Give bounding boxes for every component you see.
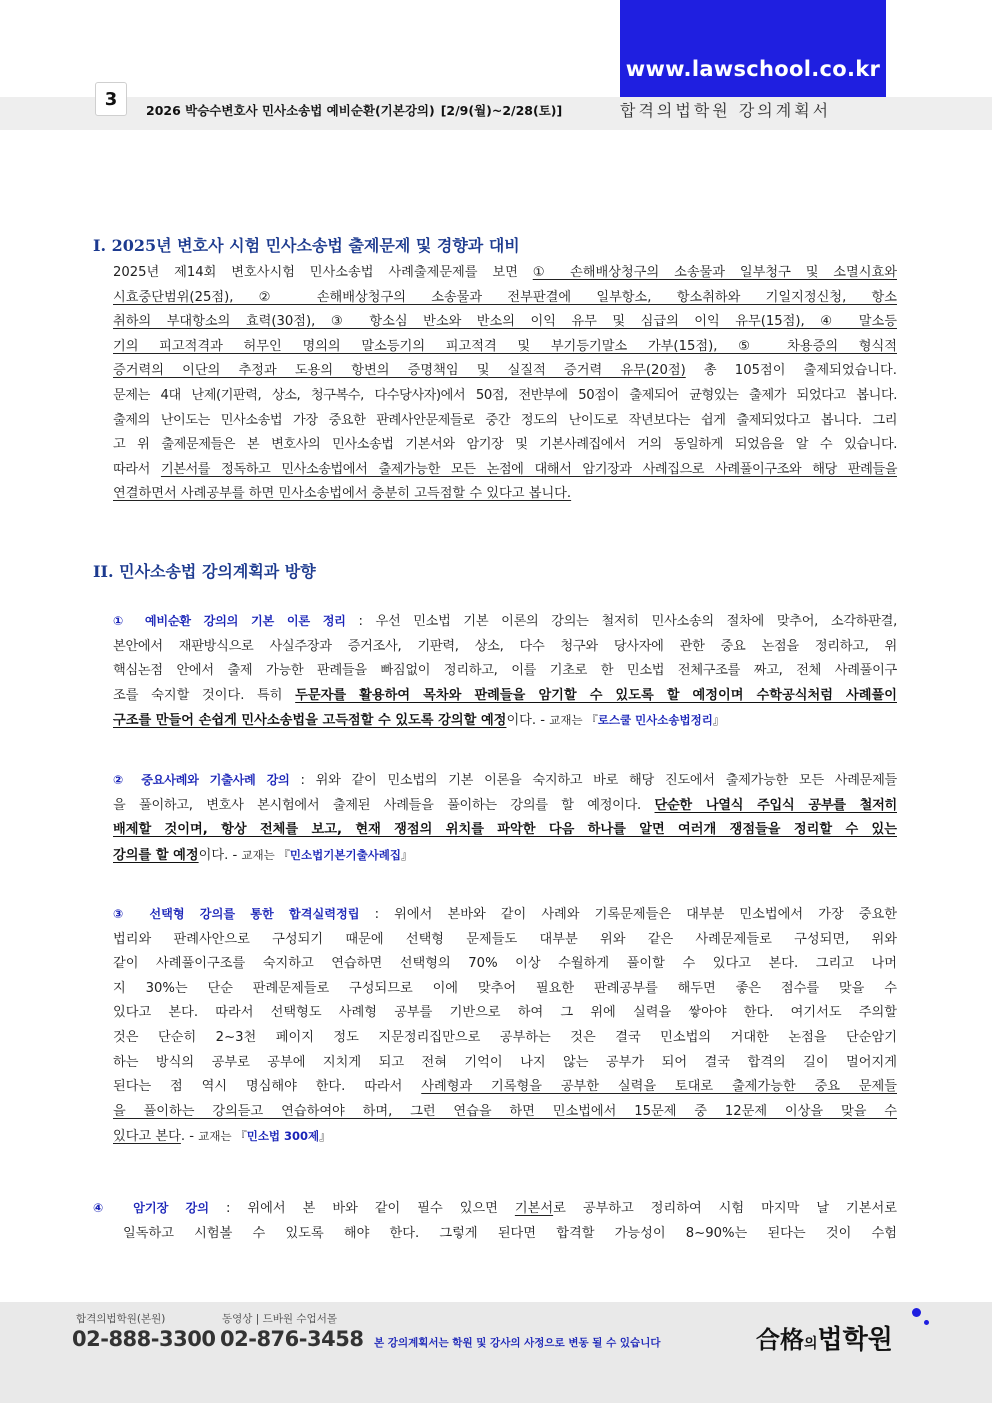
item-3-line: 을 풀이하는 강의듣고 연습하여야 하며, 그런 연습을 하면 민소법에서 15문제 중 12문제 이상을 맞을 수 xyxy=(113,1103,897,1119)
item-3-heading: ③ 선택형 강의를 통한 합격실력정립 xyxy=(113,907,360,921)
item-4-text: : 위에서 본 바와 같이 필수 있으면 xyxy=(209,1201,515,1216)
textbook-suffix: 』 xyxy=(401,847,413,862)
item-1-line xyxy=(113,684,897,709)
item-1-text: : 우선 민소법 기본 이론의 강의는 철저히 민사소송의 절차에 맞추어, 소각하판결, xyxy=(345,614,897,629)
item-4-line: 일독하고 시험볼 수 있도록 해야 한다. 그렇게 된다면 합격할 가능성이 8~90%는 된다는 것이 수험 xyxy=(123,1225,897,1241)
item-3-line xyxy=(113,1124,897,1150)
s1-text: 2025년 제14회 변호사시험 민사소송법 사례출제문제를 보면 xyxy=(113,265,533,280)
textbook-prefix: 교재는 『 xyxy=(241,847,290,862)
textbook-prefix: 교재는 『 xyxy=(549,713,598,728)
item-1-line xyxy=(113,609,897,635)
item-1-line: 핵심논점 안에서 출제 가능한 판례들을 빠짐없이 정리하고, 이를 기초로 한 민소법 전체구조를 짜고, 전체 사례풀이구 xyxy=(113,663,897,679)
item-3-line: 있다고 본다. 따라서 선택형도 사례형 공부를 기반으로 하여 그 위에 실력을 쌓아야 한다. 여기서도 주의할 xyxy=(113,1005,897,1021)
item-2-text-emphasis: 강의를 할 예정 xyxy=(113,847,199,863)
course-title xyxy=(146,101,562,119)
s1-text: 따라서 xyxy=(113,461,161,477)
item-1-line xyxy=(113,708,897,734)
academy-logo xyxy=(756,1319,893,1356)
s1-text-underlined: 기본서를 정독하고 민사소송법에서 출제가능한 모든 논점에 대해서 암기장과 사례집으로 사례풀이구조와 해당 판례들을 xyxy=(160,461,898,477)
s1-line xyxy=(113,261,897,286)
logo-small-dot-icon xyxy=(924,1320,929,1325)
item-1-text: 조를 숙지할 것이다. 특히 xyxy=(113,687,296,703)
item-2-textbook xyxy=(241,848,412,862)
branch-phone[interactable]: 02-876-3458 xyxy=(220,1327,364,1351)
item-3-line: 지 30%는 단순 판례문제들로 구성되므로 이에 맞추어 필요한 판례공부를 해두면 좋은 점수를 맞을 수 xyxy=(113,980,897,996)
s1-line: 문제는 4대 난제(기판력, 상소, 청구복수, 다수당사자)에서 50점, 전반부에 50점이 출제되어 균형있는 출제가 되었다고 봅니다. xyxy=(113,387,897,403)
item-2-line: 배제할 것이며, 항상 전체를 보고, 현재 쟁점의 위치를 파악한 다음 하나를 알면 여러개 쟁점들을 정리할 수 있는 xyxy=(113,822,897,838)
s1-line: 시효중단범위(25점), ② 손해배상청구의 소송물과 전부판결에 일부항소, 항소취하와 기일지정신청, 항소 xyxy=(113,289,897,305)
item-3-line: 것은 단순히 2~3천 페이지 정도 지문정리집만으로 공부하는 것은 결국 민소법의 거대한 논점을 단순암기 xyxy=(113,1029,897,1045)
s1-line xyxy=(113,359,897,384)
item-1-heading: ① 예비순환 강의의 기본 이론 정리 xyxy=(113,614,346,628)
section-2-title: II. 민사소송법 강의계획과 방향 xyxy=(93,562,316,581)
item-2-heading: ② 중요사례와 기출사례 강의 xyxy=(113,773,290,787)
s1-text-underlined: ① 손해배상청구의 소송물과 일부청구 및 소멸시효와 xyxy=(532,265,897,280)
item-1-preliminary-lecture xyxy=(113,609,897,734)
logo-text-ui: 의 xyxy=(804,1336,818,1352)
website-url-banner[interactable] xyxy=(620,0,886,97)
section-1-body xyxy=(113,261,897,507)
item-1-line: 본안에서 재판방식으로 사실주장과 증거조사, 기판력, 상소, 다수 청구와 당사자에 관한 중요 논점을 정리하고, 위 xyxy=(113,638,897,654)
item-3-text: : 위에서 본바와 같이 사례와 기록문제들은 대부분 민소법에서 가장 중요한 xyxy=(359,907,897,922)
s1-line: 연결하면서 사례공부를 하면 민사소송법에서 충분히 고득점할 수 있다고 봅니다. xyxy=(113,486,572,502)
item-2-text: 을 풀이하고, 변호사 본시험에서 출제된 사례들을 풀이하는 강의를 할 예정이다. xyxy=(113,797,655,813)
item-2-line xyxy=(113,843,897,869)
item-2-text: : 위와 같이 민소법의 기본 이론을 숙지하고 바로 해당 진도에서 출제가능한 모든 사례문제들 xyxy=(289,773,897,788)
item-4-text-underlined: 기본서 xyxy=(514,1201,554,1216)
textbook-suffix: 』 xyxy=(712,713,725,728)
item-3-text-underlined: 있다고 본다 xyxy=(113,1129,181,1145)
schedule-change-notice: 본 강의계획서는 학원 및 강사의 사정으로 변동 될 수 있습니다 xyxy=(374,1337,661,1349)
s1-line xyxy=(113,458,897,483)
s1-line: 고 위 출제문제들은 본 변호사의 민사소송법 기본서와 암기장 및 기본사례집에서 거의 동일하게 되었음을 알 수 있습니다. xyxy=(113,437,897,453)
logo-text-academy: 법학원 xyxy=(817,1325,893,1355)
textbook-suffix: 』 xyxy=(319,1129,331,1144)
item-1-text-emphasis: 구조를 만들어 손쉽게 민사소송법을 고득점할 수 있도록 강의할 예정 xyxy=(113,713,507,729)
item-3-line: 하는 방식의 공부로 공부에 지치게 되고 전혀 기억이 나지 않는 공부가 되어 결국 합격의 길이 멀어지게 xyxy=(113,1054,897,1070)
textbook-name: 민소법기본기출사례집 xyxy=(289,847,402,862)
item-3-line xyxy=(113,902,897,928)
textbook-name: 민소법 300제 xyxy=(246,1129,320,1144)
item-1-text: 이다. - xyxy=(506,713,550,729)
item-1-text-emphasis: 두문자를 활용하여 목차와 판례들을 암기할 수 있도록 할 예정이며 수학공식처럼 사례풀이 xyxy=(295,687,897,703)
item-1-textbook xyxy=(549,713,724,727)
item-2-text-emphasis: 단순한 나열식 주입식 공부를 철저히 xyxy=(654,797,897,813)
main-campus-label: 합격의법학원(본원) xyxy=(76,1313,166,1325)
item-4-text: 로 공부하고 정리하여 시험 마지막 날 기본서로 xyxy=(553,1201,898,1216)
item-3-text-underlined: 사례형과 기록형을 공부한 실력을 토대로 출제가능한 중요 문제들 xyxy=(421,1079,897,1095)
course-dates: [2/9(월)~2/28(토)] xyxy=(440,103,563,118)
logo-dot-icon xyxy=(912,1308,921,1317)
s1-line: 기의 피고적격과 허무인 명의의 말소등기의 피고적격 및 부기등기말소 가부(15점), ⑤ 차용증의 형식적 xyxy=(113,338,897,354)
item-2-line xyxy=(113,768,897,794)
course-name: 2026 박승수변호사 민사소송법 예비순환(기본강의) xyxy=(146,103,435,118)
item-3-text: . - xyxy=(180,1129,199,1145)
item-4-line xyxy=(93,1196,897,1222)
item-3-line: 법리와 판례사안으로 구성되기 때문에 선택형 문제들도 대부분 위와 같은 사례문제들로 구성되면, 위와 xyxy=(113,931,897,947)
s1-line: 취하의 부대항소의 효력(30점), ③ 항소심 반소와 반소의 이익 유무 및 심급의 이익 유무(15점), ④ 말소등 xyxy=(113,314,897,330)
main-campus-phone[interactable]: 02-888-3300 xyxy=(72,1327,216,1351)
textbook-name: 로스쿨 민사소송법정리 xyxy=(597,713,713,728)
item-3-text: 된다는 점 역시 명심해야 한다. 따라서 xyxy=(113,1079,422,1095)
branch-label: 동영상 | 드바원 수업서몰 xyxy=(222,1313,337,1325)
item-3-textbook xyxy=(198,1129,330,1143)
item-4-memorization-lecture xyxy=(93,1196,897,1246)
website-url[interactable]: www.lawschool.co.kr xyxy=(625,57,881,81)
item-2-case-lecture xyxy=(113,768,897,868)
item-3-line: 같이 사례풀이구조를 숙지하고 연습하면 선택형의 70% 이상 수월하게 풀이할 수 있다고 본다. 그리고 나머 xyxy=(113,956,897,972)
textbook-prefix: 교재는 『 xyxy=(198,1129,247,1144)
s1-line: 출제의 난이도는 민사소송법 가장 중요한 판례사안문제들로 중간 정도의 난이도로 작년보다는 쉽게 출제되었다고 봅니다. 그리 xyxy=(113,412,897,428)
section-1-title: I. 2025년 변호사 시험 민사소송법 출제문제 및 경향과 대비 xyxy=(93,236,520,255)
item-3-line xyxy=(113,1075,897,1100)
item-3-multiple-choice-lecture xyxy=(113,902,897,1150)
page-number: 3 xyxy=(95,82,127,116)
s1-text: 총 105점이 출제되었습니다. xyxy=(685,363,897,379)
s1-text-underlined: 증거력의 이단의 추정과 도용의 항변의 증명책임 및 실질적 증거력 유무(20점) xyxy=(113,363,686,379)
item-2-text: 이다. - xyxy=(198,847,242,863)
document-type-title: 합격의법학원 강의계획서 xyxy=(620,101,832,120)
item-2-line xyxy=(113,794,897,819)
logo-text-hapgyeok: 合格 xyxy=(756,1326,804,1354)
item-4-heading: ④ 암기장 강의 xyxy=(93,1201,210,1215)
